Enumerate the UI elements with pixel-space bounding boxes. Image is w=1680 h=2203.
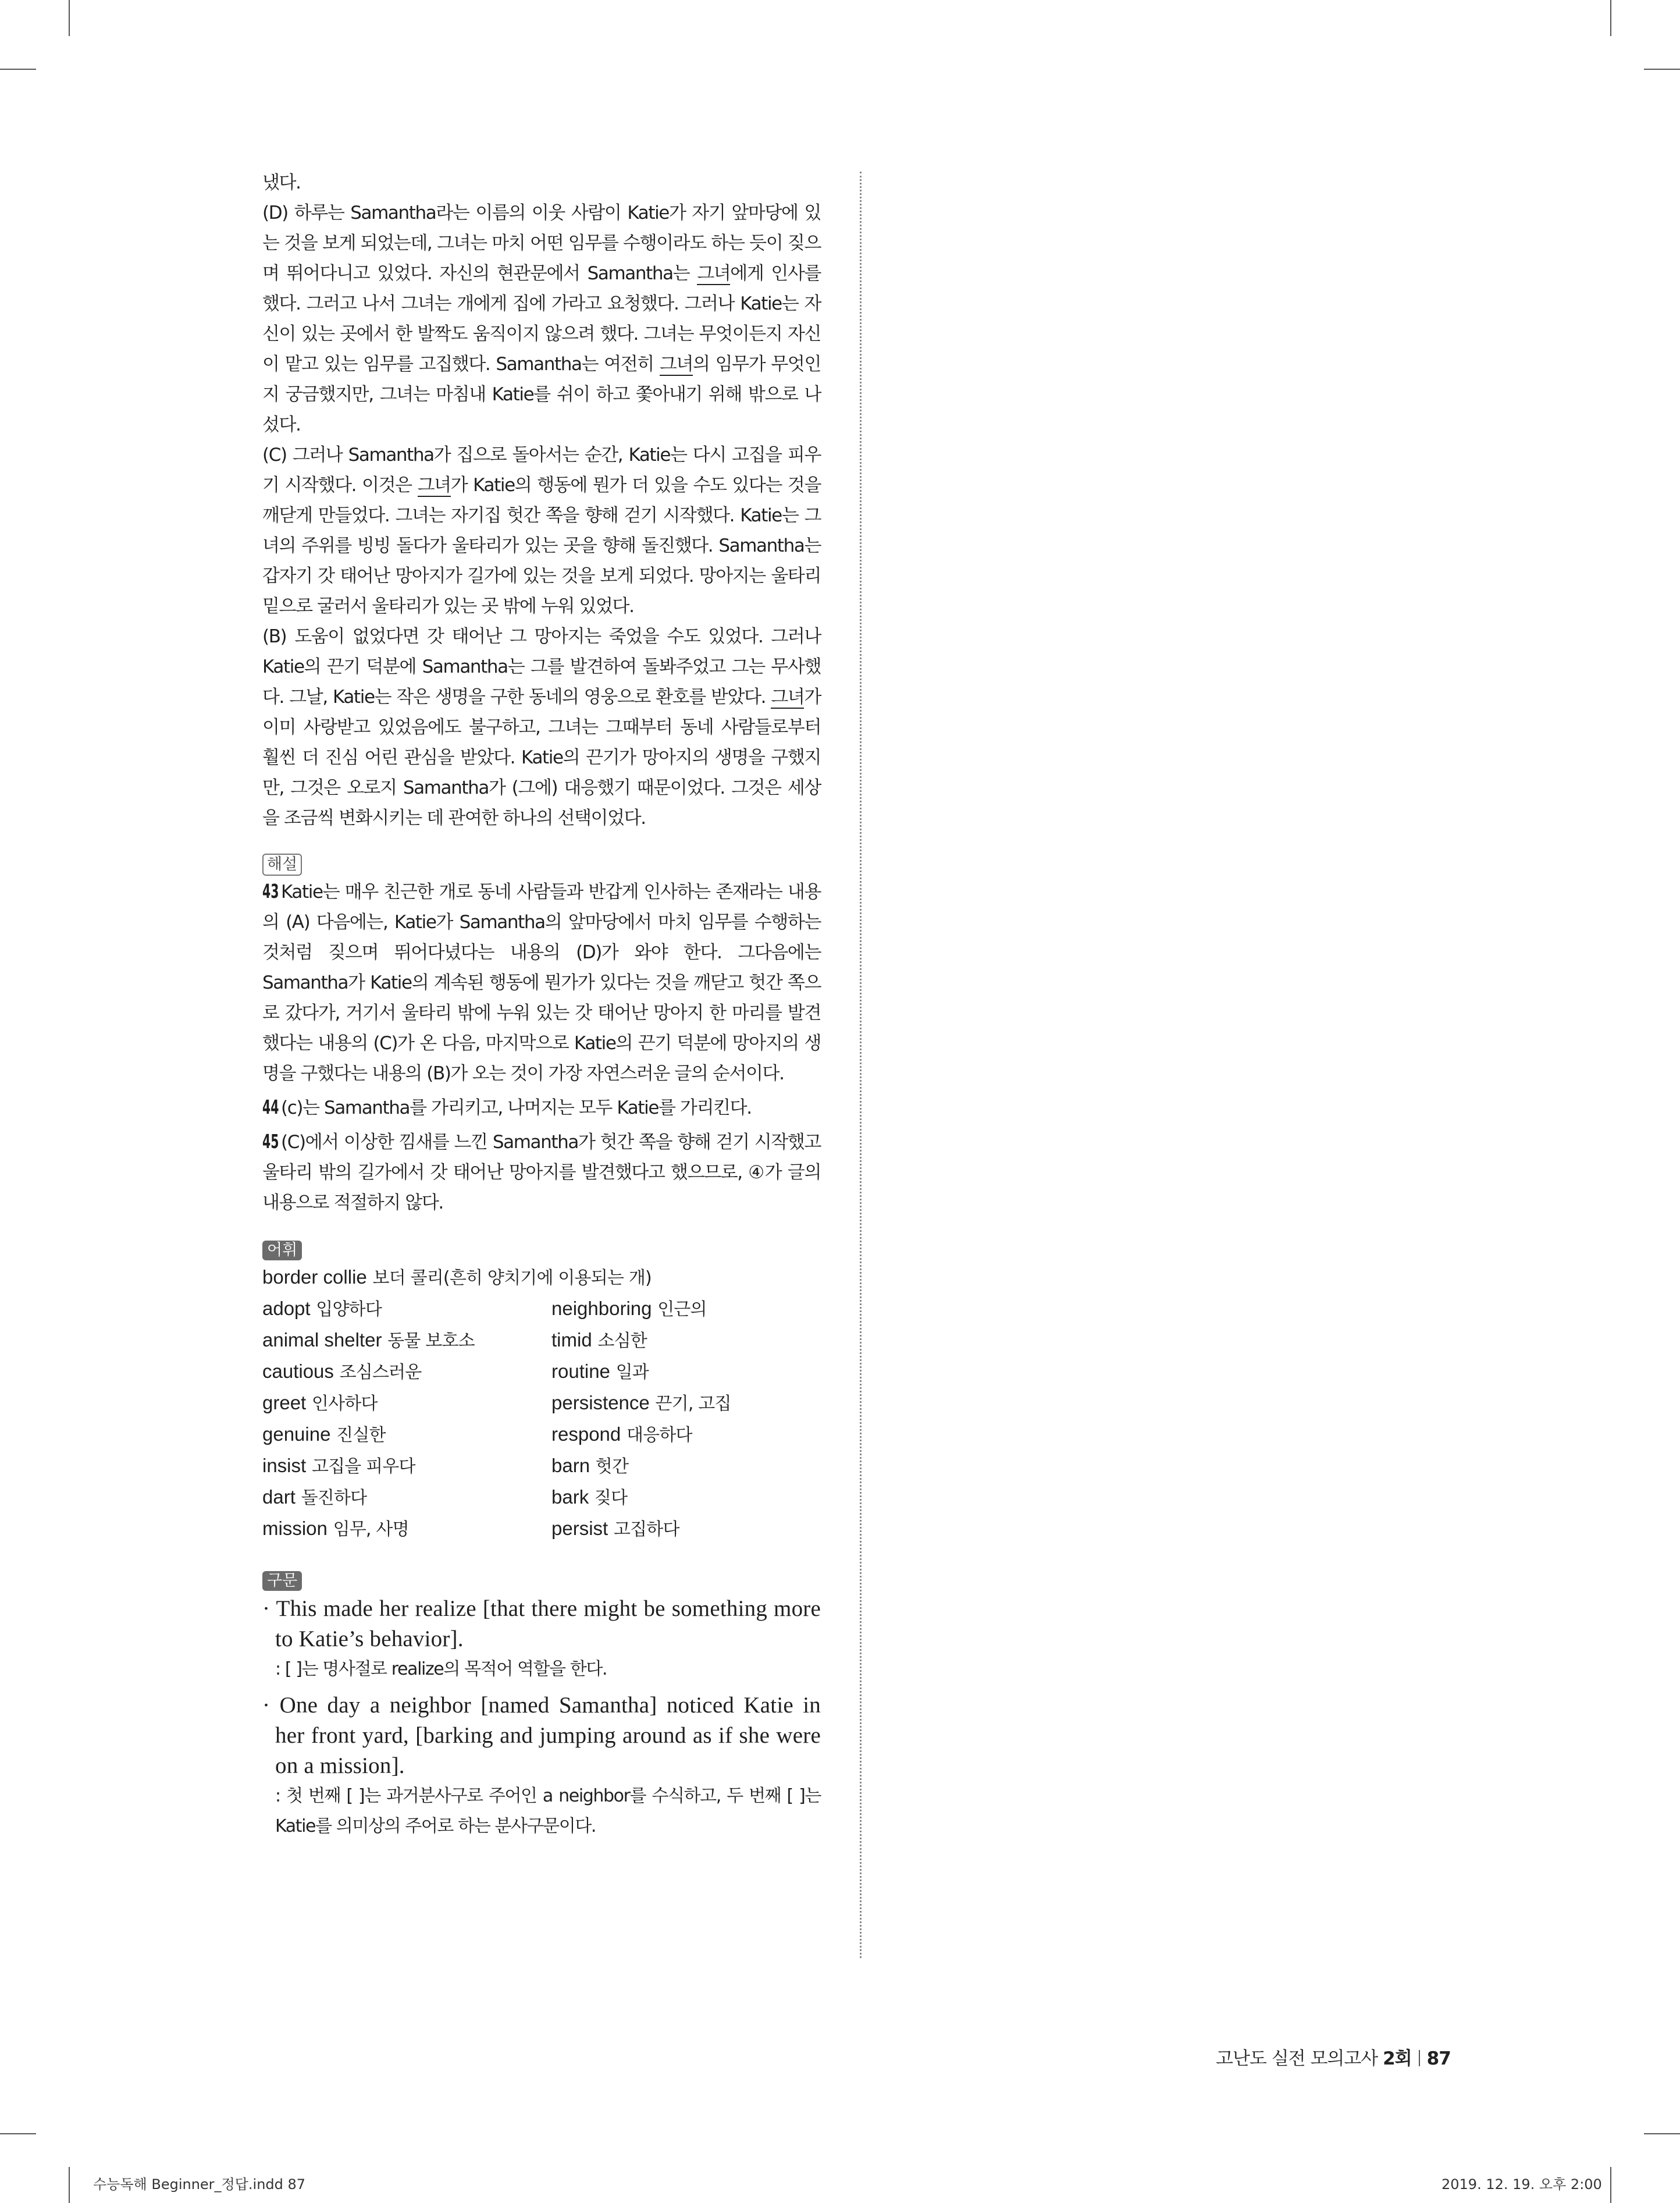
vocab-item bbox=[262, 1356, 551, 1388]
translation-paragraph-c bbox=[262, 440, 821, 621]
underlined-pronoun: 그녀 bbox=[771, 687, 805, 708]
footer-separator bbox=[1419, 2050, 1420, 2066]
explanation-text: Katie는 매우 친근한 개로 동네 사람들과 반갑게 인사하는 존재라는 내용의 (A) 다음에는, Katie가 Samantha의 앞마당에서 마치 임무를 수행하는 것처럼 짖으며 뛰어다녔다는 내용의 (D)가 와야 한다. 그다음에는 Samantha가 Katie의 계속된 행동에 뭔가가 있다는 것을 깨닫고 헛간 쪽으로 갔다가, 거기서 울타리 밖에 누워 있는 갓 태어난 망아지 한 마리를 발견했다는 내용의 (C)가 온 다음, 마지막으로 Katie의 끈기 덕분에 망아지의 생명을 구했다는 내용의 (B)가 오는 것이 가장 자연스러운 글의 순서이다. bbox=[262, 882, 821, 1084]
underlined-pronoun: 그녀 bbox=[417, 475, 451, 496]
page-footer bbox=[1216, 2044, 1451, 2070]
explanation-45 bbox=[262, 1127, 821, 1218]
crop-mark bbox=[0, 2133, 36, 2134]
vocab-meaning: 돌진하다 bbox=[301, 1488, 367, 1508]
vocab-meaning: 조심스러운 bbox=[339, 1362, 422, 1383]
vocab-meaning: 고집하다 bbox=[613, 1519, 679, 1540]
vocab-meaning: 동물 보호소 bbox=[387, 1331, 475, 1351]
vocab-meaning: 인근의 bbox=[657, 1299, 707, 1320]
text-span: 의 임무가 무엇인지 궁금했지만, 그녀는 마침내 Katie를 쉬이 하고 쫓아내기 위해 밖으로 나섰다. bbox=[262, 354, 821, 435]
vocab-meaning: 끈기, 고집 bbox=[655, 1394, 731, 1414]
vocab-word: persistence bbox=[551, 1392, 650, 1413]
vocab-list bbox=[262, 1262, 821, 1545]
vocab-word: bark bbox=[551, 1486, 589, 1508]
left-column bbox=[262, 168, 821, 1842]
vocab-item bbox=[551, 1356, 821, 1388]
vocab-tag: 어휘 bbox=[262, 1241, 302, 1260]
grammar-item bbox=[262, 1594, 821, 1685]
sentence-text: One day a neighbor [named Samantha] noticed Katie in her front yard, [barking and jumping around as if she were on a mission]. bbox=[275, 1693, 821, 1778]
grammar-sentence: · One day a neighbor [named Samantha] noticed Katie in her front yard, [barking and jumping around as if she were on a mission]. bbox=[262, 1693, 821, 1778]
print-slug-file: 수능독해 Beginner_정답.indd 87 bbox=[93, 2176, 306, 2193]
explanation-tag: 해설 bbox=[262, 854, 302, 876]
grammar-note: : [ ]는 명사절로 realize의 목적어 역할을 한다. bbox=[275, 1659, 607, 1679]
vocab-item bbox=[262, 1451, 551, 1482]
underlined-pronoun: 그녀 bbox=[659, 354, 693, 375]
vocab-item bbox=[551, 1513, 821, 1545]
vocab-item bbox=[262, 1513, 551, 1545]
grammar-item bbox=[262, 1690, 821, 1842]
vocab-item bbox=[551, 1388, 821, 1419]
vocab-item bbox=[262, 1294, 551, 1325]
vocab-meaning: 짖다 bbox=[594, 1488, 628, 1508]
vocab-item bbox=[551, 1325, 821, 1356]
vocab-meaning: 일과 bbox=[615, 1362, 649, 1383]
vocab-item bbox=[262, 1419, 551, 1451]
vocab-word: barn bbox=[551, 1455, 590, 1476]
column-divider bbox=[860, 172, 862, 1958]
question-number: 43 bbox=[262, 880, 279, 902]
explanation-text: (c)는 Samantha를 가리키고, 나머지는 모두 Katie를 가리킨다. bbox=[281, 1097, 752, 1118]
sentence-text: This made her realize [that there might be something more to Katie’s behavior]. bbox=[275, 1596, 821, 1651]
crop-mark bbox=[1644, 2133, 1680, 2134]
vocab-item bbox=[262, 1388, 551, 1419]
vocab-word: neighboring bbox=[551, 1298, 652, 1319]
vocab-item bbox=[551, 1451, 821, 1482]
vocab-meaning: 소심한 bbox=[597, 1331, 647, 1351]
page-number: 87 bbox=[1426, 2048, 1451, 2069]
vocab-word: greet bbox=[262, 1392, 307, 1413]
underlined-pronoun: 그녀 bbox=[697, 263, 731, 284]
text-span: (C) 그러나 Samantha가 집으로 돌아서는 순간, Katie는 다시 고집을 피우기 시작했다. 이것은 bbox=[262, 445, 821, 496]
text-span: 가 이미 사랑받고 있었음에도 불구하고, 그녀는 그때부터 동네 사람들로부터 훨씬 더 진심 어린 관심을 받았다. Katie의 끈기가 망아지의 생명을 구했지만, 그것은 오로지 Samantha가 (그에) 대응했기 때문이었다. 그것은 세상을 조금씩 변화시키는 데 관여한 하나의 선택이었다. bbox=[262, 687, 821, 829]
vocab-meaning: 진실한 bbox=[336, 1425, 386, 1445]
vocab-word: insist bbox=[262, 1455, 307, 1476]
vocab-item bbox=[551, 1482, 821, 1513]
crop-mark bbox=[1610, 2167, 1611, 2203]
crop-mark bbox=[0, 69, 36, 70]
grammar-tag: 구문 bbox=[262, 1571, 302, 1591]
vocab-meaning: 고집을 피우다 bbox=[311, 1456, 415, 1477]
book-section-title: 고난도 실전 모의고사 bbox=[1216, 2048, 1378, 2069]
vocab-word: routine bbox=[551, 1360, 610, 1382]
vocab-item bbox=[262, 1482, 551, 1513]
text-span: 에게 인사를 했다. 그러고 나서 그녀는 개에게 집에 가라고 요청했다. 그러나 Katie는 자신이 있는 곳에서 한 발짝도 움직이지 않으려 했다. 그녀는 무엇이든지 자신이 맡고 있는 임무를 고집했다. Samantha는 여전히 bbox=[262, 263, 821, 375]
vocab-word: mission bbox=[262, 1518, 328, 1539]
vocab-word: border collie bbox=[262, 1266, 367, 1288]
question-number: 45 bbox=[262, 1130, 279, 1153]
crop-mark bbox=[1610, 0, 1611, 36]
vocab-meaning: 대응하다 bbox=[626, 1425, 692, 1445]
vocab-meaning: 입양하다 bbox=[316, 1299, 382, 1320]
text-span: 가 Katie의 행동에 뭔가 더 있을 수도 있다는 것을 깨닫게 만들었다. 그녀는 자기집 헛간 쪽을 향해 걷기 시작했다. Katie는 그녀의 주위를 빙빙 돌다가 울타리가 있는 곳을 향해 돌진했다. Samantha는 갑자기 갓 태어난 망아지가 길가에 있는 것을 보게 되었다. 망아지는 울타리 밑으로 굴러서 울타리가 있는 곳 밖에 누워 있었다. bbox=[262, 475, 821, 617]
translation-fragment: 냈다. bbox=[262, 172, 301, 193]
vocab-item bbox=[262, 1262, 821, 1294]
explanation-44 bbox=[262, 1092, 821, 1123]
vocab-word: persist bbox=[551, 1518, 608, 1539]
vocab-word: cautious bbox=[262, 1360, 334, 1382]
grammar-note: : 첫 번째 [ ]는 과거분사구로 주어인 a neighbor를 수식하고, 두 번째 [ ]는 Katie를 의미상의 주어로 하는 분사구문이다. bbox=[275, 1786, 821, 1836]
vocab-word: respond bbox=[551, 1423, 621, 1445]
explanation-43 bbox=[262, 876, 821, 1089]
vocab-meaning: 헛간 bbox=[595, 1456, 629, 1477]
text-span: (B) 도움이 없었다면 갓 태어난 그 망아지는 죽었을 수도 있었다. 그러나 Katie의 끈기 덕분에 Samantha는 그를 발견하여 돌봐주었고 그는 무사했다. 그날, Katie는 작은 생명을 구한 동네의 영웅으로 환호를 받았다. bbox=[262, 626, 821, 708]
explanation-text: (C)에서 이상한 낌새를 느낀 Samantha가 헛간 쪽을 향해 걷기 시작했고 울타리 밖의 길가에서 갓 태어난 망아지를 발견했다고 했으므로, ④가 글의 내용으로 적절하지 않다. bbox=[262, 1132, 821, 1213]
vocab-word: genuine bbox=[262, 1423, 331, 1445]
vocab-word: adopt bbox=[262, 1298, 311, 1319]
vocab-word: timid bbox=[551, 1329, 592, 1351]
crop-mark bbox=[69, 2167, 70, 2203]
print-slug-date: 2019. 12. 19. 오후 2:00 bbox=[1441, 2176, 1602, 2193]
vocab-item bbox=[262, 1325, 551, 1356]
vocab-meaning: 임무, 사명 bbox=[333, 1519, 409, 1540]
vocab-meaning: 인사하다 bbox=[311, 1394, 378, 1414]
question-number: 44 bbox=[262, 1096, 279, 1118]
vocab-item bbox=[551, 1294, 821, 1325]
translation-paragraph-d bbox=[262, 198, 821, 440]
crop-mark bbox=[69, 0, 70, 36]
vocab-word: animal shelter bbox=[262, 1329, 382, 1351]
round-label: 2회 bbox=[1383, 2048, 1412, 2069]
vocab-word: dart bbox=[262, 1486, 296, 1508]
text-span: (D) 하루는 Samantha라는 이름의 이웃 사람이 Katie가 자기 앞마당에 있는 것을 보게 되었는데, 그녀는 마치 어떤 임무를 수행이라도 하는 듯이 짖으며 뛰어다니고 있었다. 자신의 현관문에서 Samantha는 bbox=[262, 202, 821, 284]
vocab-meaning: 보더 콜리(흔히 양치기에 이용되는 개) bbox=[372, 1268, 652, 1288]
translation-paragraph-b bbox=[262, 621, 821, 833]
crop-mark bbox=[1644, 69, 1680, 70]
vocab-item bbox=[551, 1419, 821, 1451]
grammar-sentence: · This made her realize [that there might be something more to Katie’s behavior]. bbox=[262, 1596, 821, 1651]
